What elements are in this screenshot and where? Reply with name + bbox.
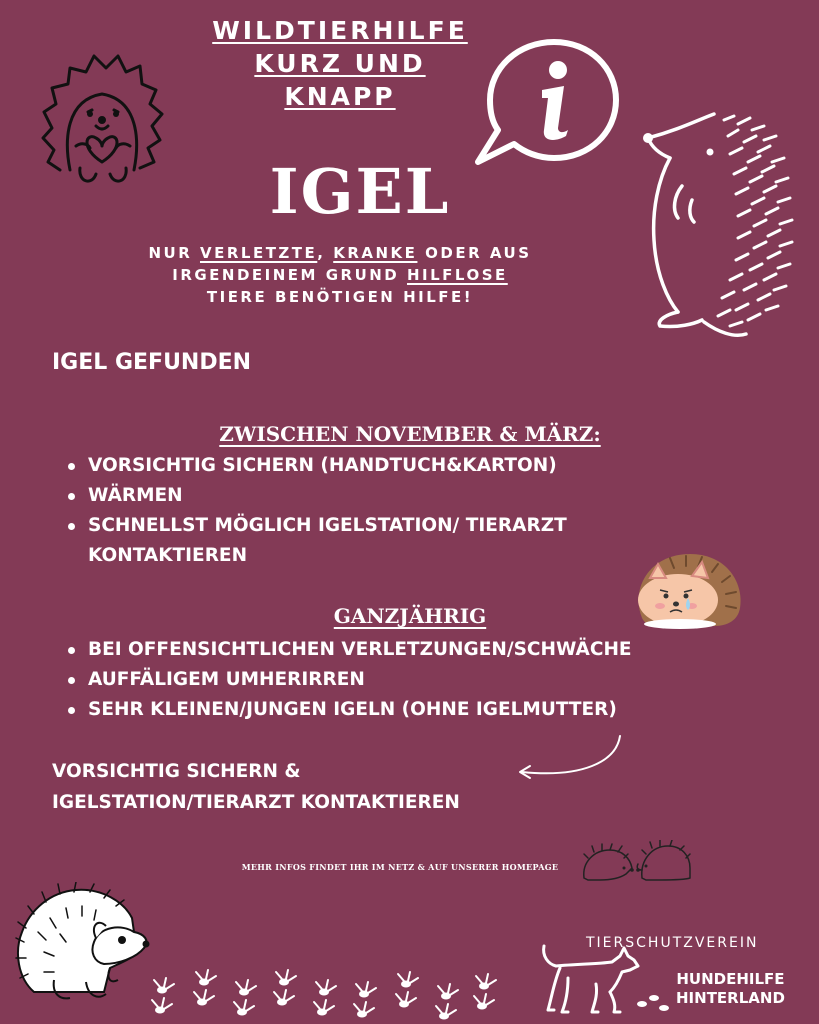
org-name-line-1: HUNDEHILFE: [676, 970, 785, 988]
intro-pre2: IRGENDEINEM GRUND: [172, 266, 407, 284]
winter-heading: ZWISCHEN NOVEMBER & MÄRZ:: [219, 422, 601, 446]
hedgehog-standing-icon: [638, 100, 803, 345]
final-action: [52, 756, 460, 818]
winter-list: [66, 451, 626, 571]
hedgehog-small-icon: [580, 840, 695, 885]
intro-word-hilflose: HILFLOSE: [406, 266, 508, 284]
dog-icon: [538, 942, 678, 1020]
header-line-1: WILDTIERHILFE: [212, 16, 468, 45]
header-title: [170, 14, 510, 113]
list-item: WÄRMEN: [66, 481, 626, 511]
footprints-icon: [148, 962, 508, 1024]
intro-pre1: NUR: [148, 244, 200, 262]
year-heading: GANZJÄHRIG: [333, 604, 487, 628]
intro-text: [110, 242, 570, 308]
org-name: [676, 970, 785, 1008]
hedgehog-sitting-icon: [14, 882, 152, 1007]
final-action-line-2: IGELSTATION/TIERARZT KONTAKTIEREN: [52, 792, 460, 813]
intro-mid1: ,: [317, 244, 334, 262]
year-list: [66, 635, 706, 725]
intro-word-kranke: KRANKE: [333, 244, 418, 262]
header-line-3: KNAPP: [284, 82, 396, 111]
list-item: VORSICHTIG SICHERN (HANDTUCH&KARTON): [66, 451, 626, 481]
curved-arrow-icon: [512, 732, 627, 782]
info-speech-bubble-icon: [472, 36, 622, 168]
found-heading: IGEL GEFUNDEN: [52, 350, 252, 375]
list-item: AUFFÄLIGEM UMHERIRREN: [66, 665, 706, 695]
hedgehog-heart-icon: [40, 50, 165, 195]
org-prefix: TIERSCHUTZVEREIN: [586, 935, 759, 951]
info-note: MEHR INFOS FINDET IHR IM NETZ & AUF UNSERER HOMEPAGE: [241, 862, 559, 872]
page-title: IGEL: [269, 155, 451, 228]
org-name-line-2: HINTERLAND: [676, 989, 785, 1007]
intro-word-verletzte: VERLETZTE: [199, 244, 318, 262]
intro-line3: TIERE BENÖTIGEN HILFE!: [206, 288, 474, 306]
hedgehog-sad-icon: [630, 548, 745, 630]
final-action-line-1: VORSICHTIG SICHERN &: [52, 761, 301, 782]
list-item: SEHR KLEINEN/JUNGEN IGELN (OHNE IGELMUTTER): [66, 695, 706, 725]
list-item: SCHNELLST MÖGLICH IGELSTATION/ TIERARZT KONTAKTIEREN: [66, 511, 626, 571]
header-line-2: KURZ UND: [254, 49, 426, 78]
intro-post1: ODER AUS: [417, 244, 532, 262]
list-item: BEI OFFENSICHTLICHEN VERLETZUNGEN/SCHWÄCHE: [66, 635, 706, 665]
